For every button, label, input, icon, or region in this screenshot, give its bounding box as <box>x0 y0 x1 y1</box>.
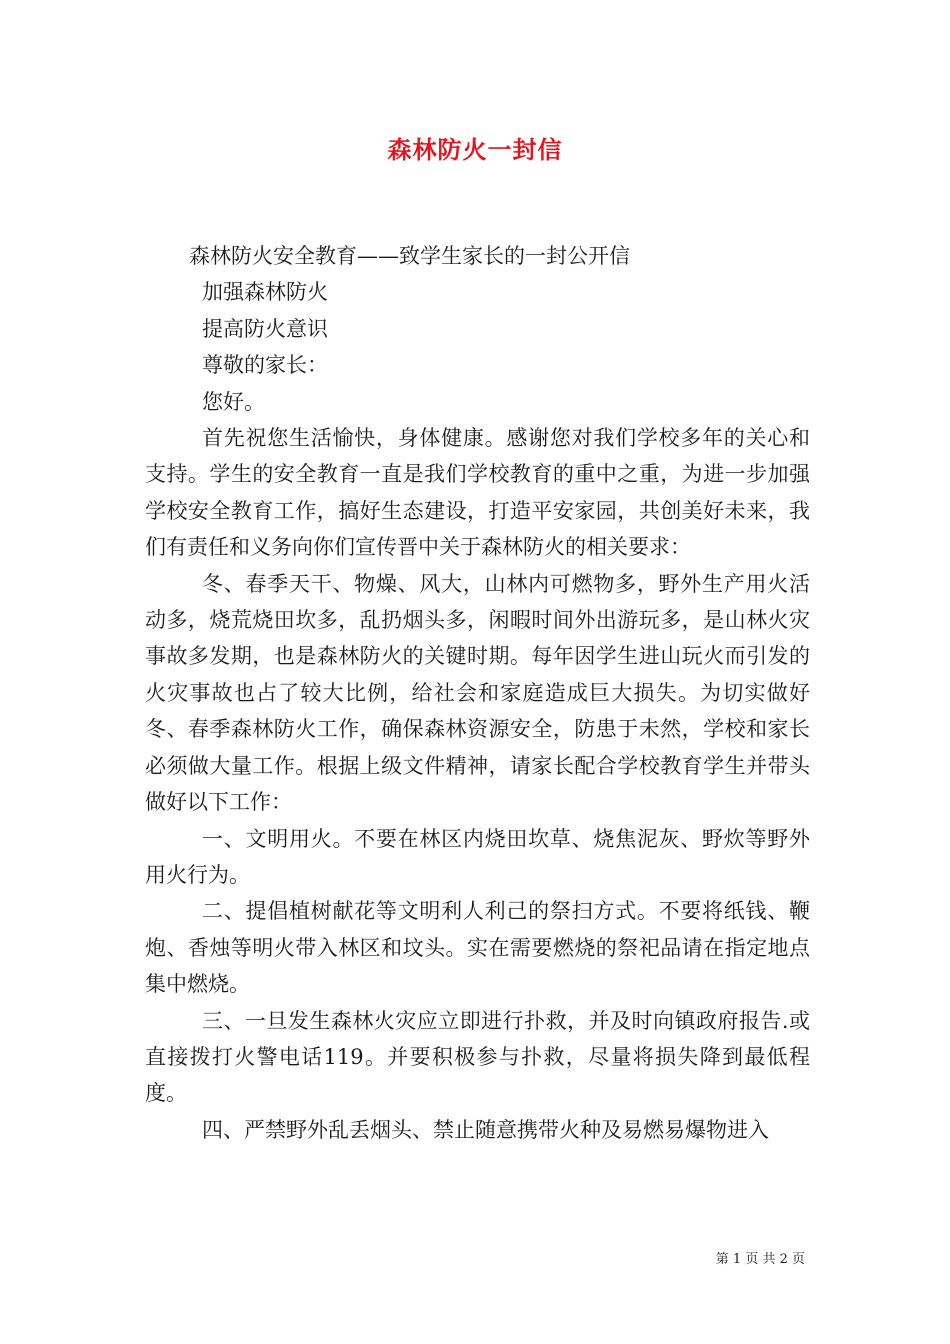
body-paragraph: 四、严禁野外乱丢烟头、禁止随意携带火种及易燃易爆物进入 <box>202 1117 769 1142</box>
body-paragraph: 三、一旦发生森林火灾应立即进行扑救，并及时向镇政府报告.或直接拨打火警电话119。并要积极参与扑救，尽量将损失降到最低程度。 <box>145 1008 810 1106</box>
page-number: 第 1 页 共 2 页 <box>715 1252 805 1267</box>
document-subtitle: 森林防火安全教育——致学生家长的一封公开信 <box>189 244 630 268</box>
body-paragraph: 一、文明用火。不要在林区内烧田坎草、烧焦泥灰、野炊等野外用火行为。 <box>145 826 810 887</box>
body-paragraph: 冬、春季天干、物燥、风大，山林内可燃物多，野外生产用火活动多，烧荒烧田坎多，乱扔烟头多，闲暇时间外出游玩多，是山林火灾事故多发期，也是森林防火的关键时期。每年因学生进山玩火而引发的火灾事故也占了较大比例，给社会和家庭造成巨大损失。为切实做好冬、春季森林防火工作，确保森林资源安全，防患于未然，学校和家长必须做大量工作。根据上级文件精神，请家长配合学校教育学生并带头做好以下工作： <box>145 571 810 815</box>
body-paragraph: 二、提倡植树献花等文明利人利己的祭扫方式。不要将纸钱、鞭炮、香烛等明火带入林区和坟头。实在需要燃烧的祭祀品请在指定地点集中燃烧。 <box>145 899 810 997</box>
document-title: 森林防火一封信 <box>387 135 563 164</box>
slogan-line: 加强森林防火 <box>202 280 328 305</box>
document-body <box>145 238 810 1148</box>
greeting: 您好。 <box>202 389 265 414</box>
salutation: 尊敬的家长： <box>202 353 328 378</box>
body-paragraph: 首先祝您生活愉快，身体健康。感谢您对我们学校多年的关心和支持。学生的安全教育一直是我们学校教育的重中之重，为进一步加强学校安全教育工作，搞好生态建设，打造平安家园，共创美好未来，我们有责任和义务向你们宣传晋中关于森林防火的相关要求： <box>145 426 810 560</box>
slogan-line: 提高防火意识 <box>202 316 328 341</box>
